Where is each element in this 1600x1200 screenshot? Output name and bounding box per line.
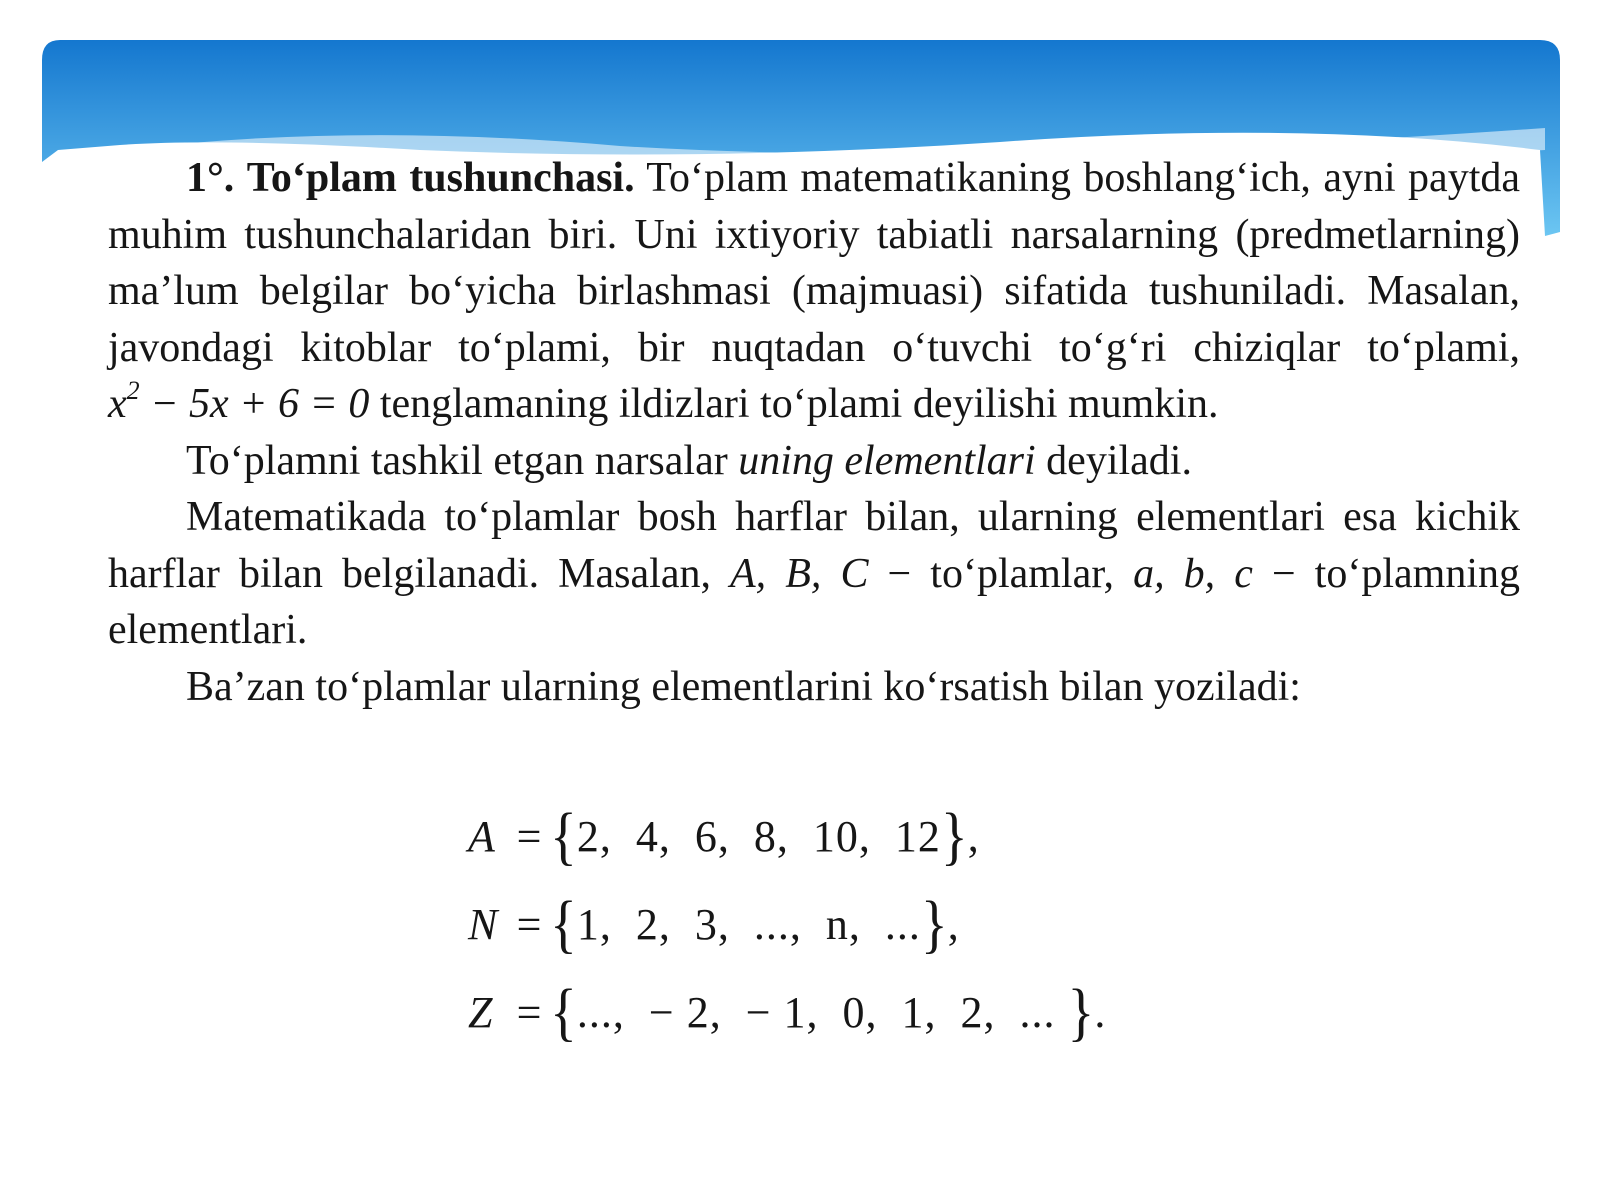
set-elements: 1, 2, 3, ..., n, ... xyxy=(576,900,921,949)
row-punctuation: , xyxy=(967,812,979,861)
formula-base: x xyxy=(108,381,127,427)
paragraph-elements xyxy=(108,433,1520,490)
set-elements: ..., − 2, − 1, 0, 1, 2, ... xyxy=(576,988,1068,1037)
set-name: N xyxy=(468,900,498,949)
set-n-row xyxy=(468,889,1105,961)
equals-sign: = xyxy=(516,988,542,1037)
formula-rest: − 5x + 6 = 0 xyxy=(139,381,370,427)
open-brace: { xyxy=(550,801,577,873)
notation-sets-label: − to‘plamlar, xyxy=(887,550,1115,597)
set-examples xyxy=(468,801,1106,1072)
set-z-row xyxy=(468,977,1106,1049)
notation-text: Matematikada to‘plamlar bosh harflar bilan, ularning elementlari esa kichik harflar bilan belgilanadi. Masalan, xyxy=(108,494,1520,597)
notation-elements-label: − to‘plamning elementlari. xyxy=(108,550,1520,653)
open-brace: { xyxy=(550,977,577,1049)
definition-text-end: tenglamaning ildizlari to‘plami deyilishi mumkin. xyxy=(379,381,1219,427)
row-punctuation: . xyxy=(1094,988,1106,1037)
definition-text: To‘plam matematikaning boshlang‘ich, ayni paytda muhim tushunchalaridan biri. Uni ixtiyoriy tabiatli narsalarning (predmetlarning) ma’lum belgilar bo‘yicha birlashmasi (majmuasi) sifatida tushuniladi. Masalan, javondagi kitoblar to‘plami, bir nuqtadan o‘tuvchi to‘g‘ri chiziqlar to‘plami, xyxy=(108,155,1521,371)
equals-sign: = xyxy=(516,900,542,949)
formula-exponent: 2 xyxy=(126,376,140,405)
listing-text: Ba’zan to‘plamlar ularning elementlarini ko‘rsatish bilan yoziladi: xyxy=(186,663,1301,710)
paragraph-notation xyxy=(108,489,1520,659)
set-a-row xyxy=(468,801,1105,873)
equals-sign: = xyxy=(516,812,542,861)
elements-text: To‘plamni tashkil etgan narsalar xyxy=(186,437,728,484)
close-brace: } xyxy=(940,801,968,873)
set-name: A xyxy=(468,812,495,861)
set-elements: 2, 4, 6, 8, 10, 12 xyxy=(576,812,941,861)
elements-text-end: deyiladi. xyxy=(1046,437,1192,484)
text-content xyxy=(108,150,1520,715)
open-brace: { xyxy=(550,889,577,961)
paragraph-definition xyxy=(108,150,1520,433)
section-title: To‘plam tushunchasi. xyxy=(246,155,635,201)
quadratic-equation xyxy=(108,376,370,427)
row-punctuation: , xyxy=(947,900,959,949)
notation-sets: A, B, C xyxy=(730,550,869,597)
section-number: 1°. xyxy=(186,155,235,201)
close-brace: } xyxy=(1067,977,1095,1049)
notation-elements: a, b, c xyxy=(1133,550,1253,597)
set-name: Z xyxy=(468,988,493,1037)
close-brace: } xyxy=(920,889,948,961)
paragraph-listing xyxy=(108,659,1520,716)
elements-term: uning elementlari xyxy=(738,437,1036,484)
